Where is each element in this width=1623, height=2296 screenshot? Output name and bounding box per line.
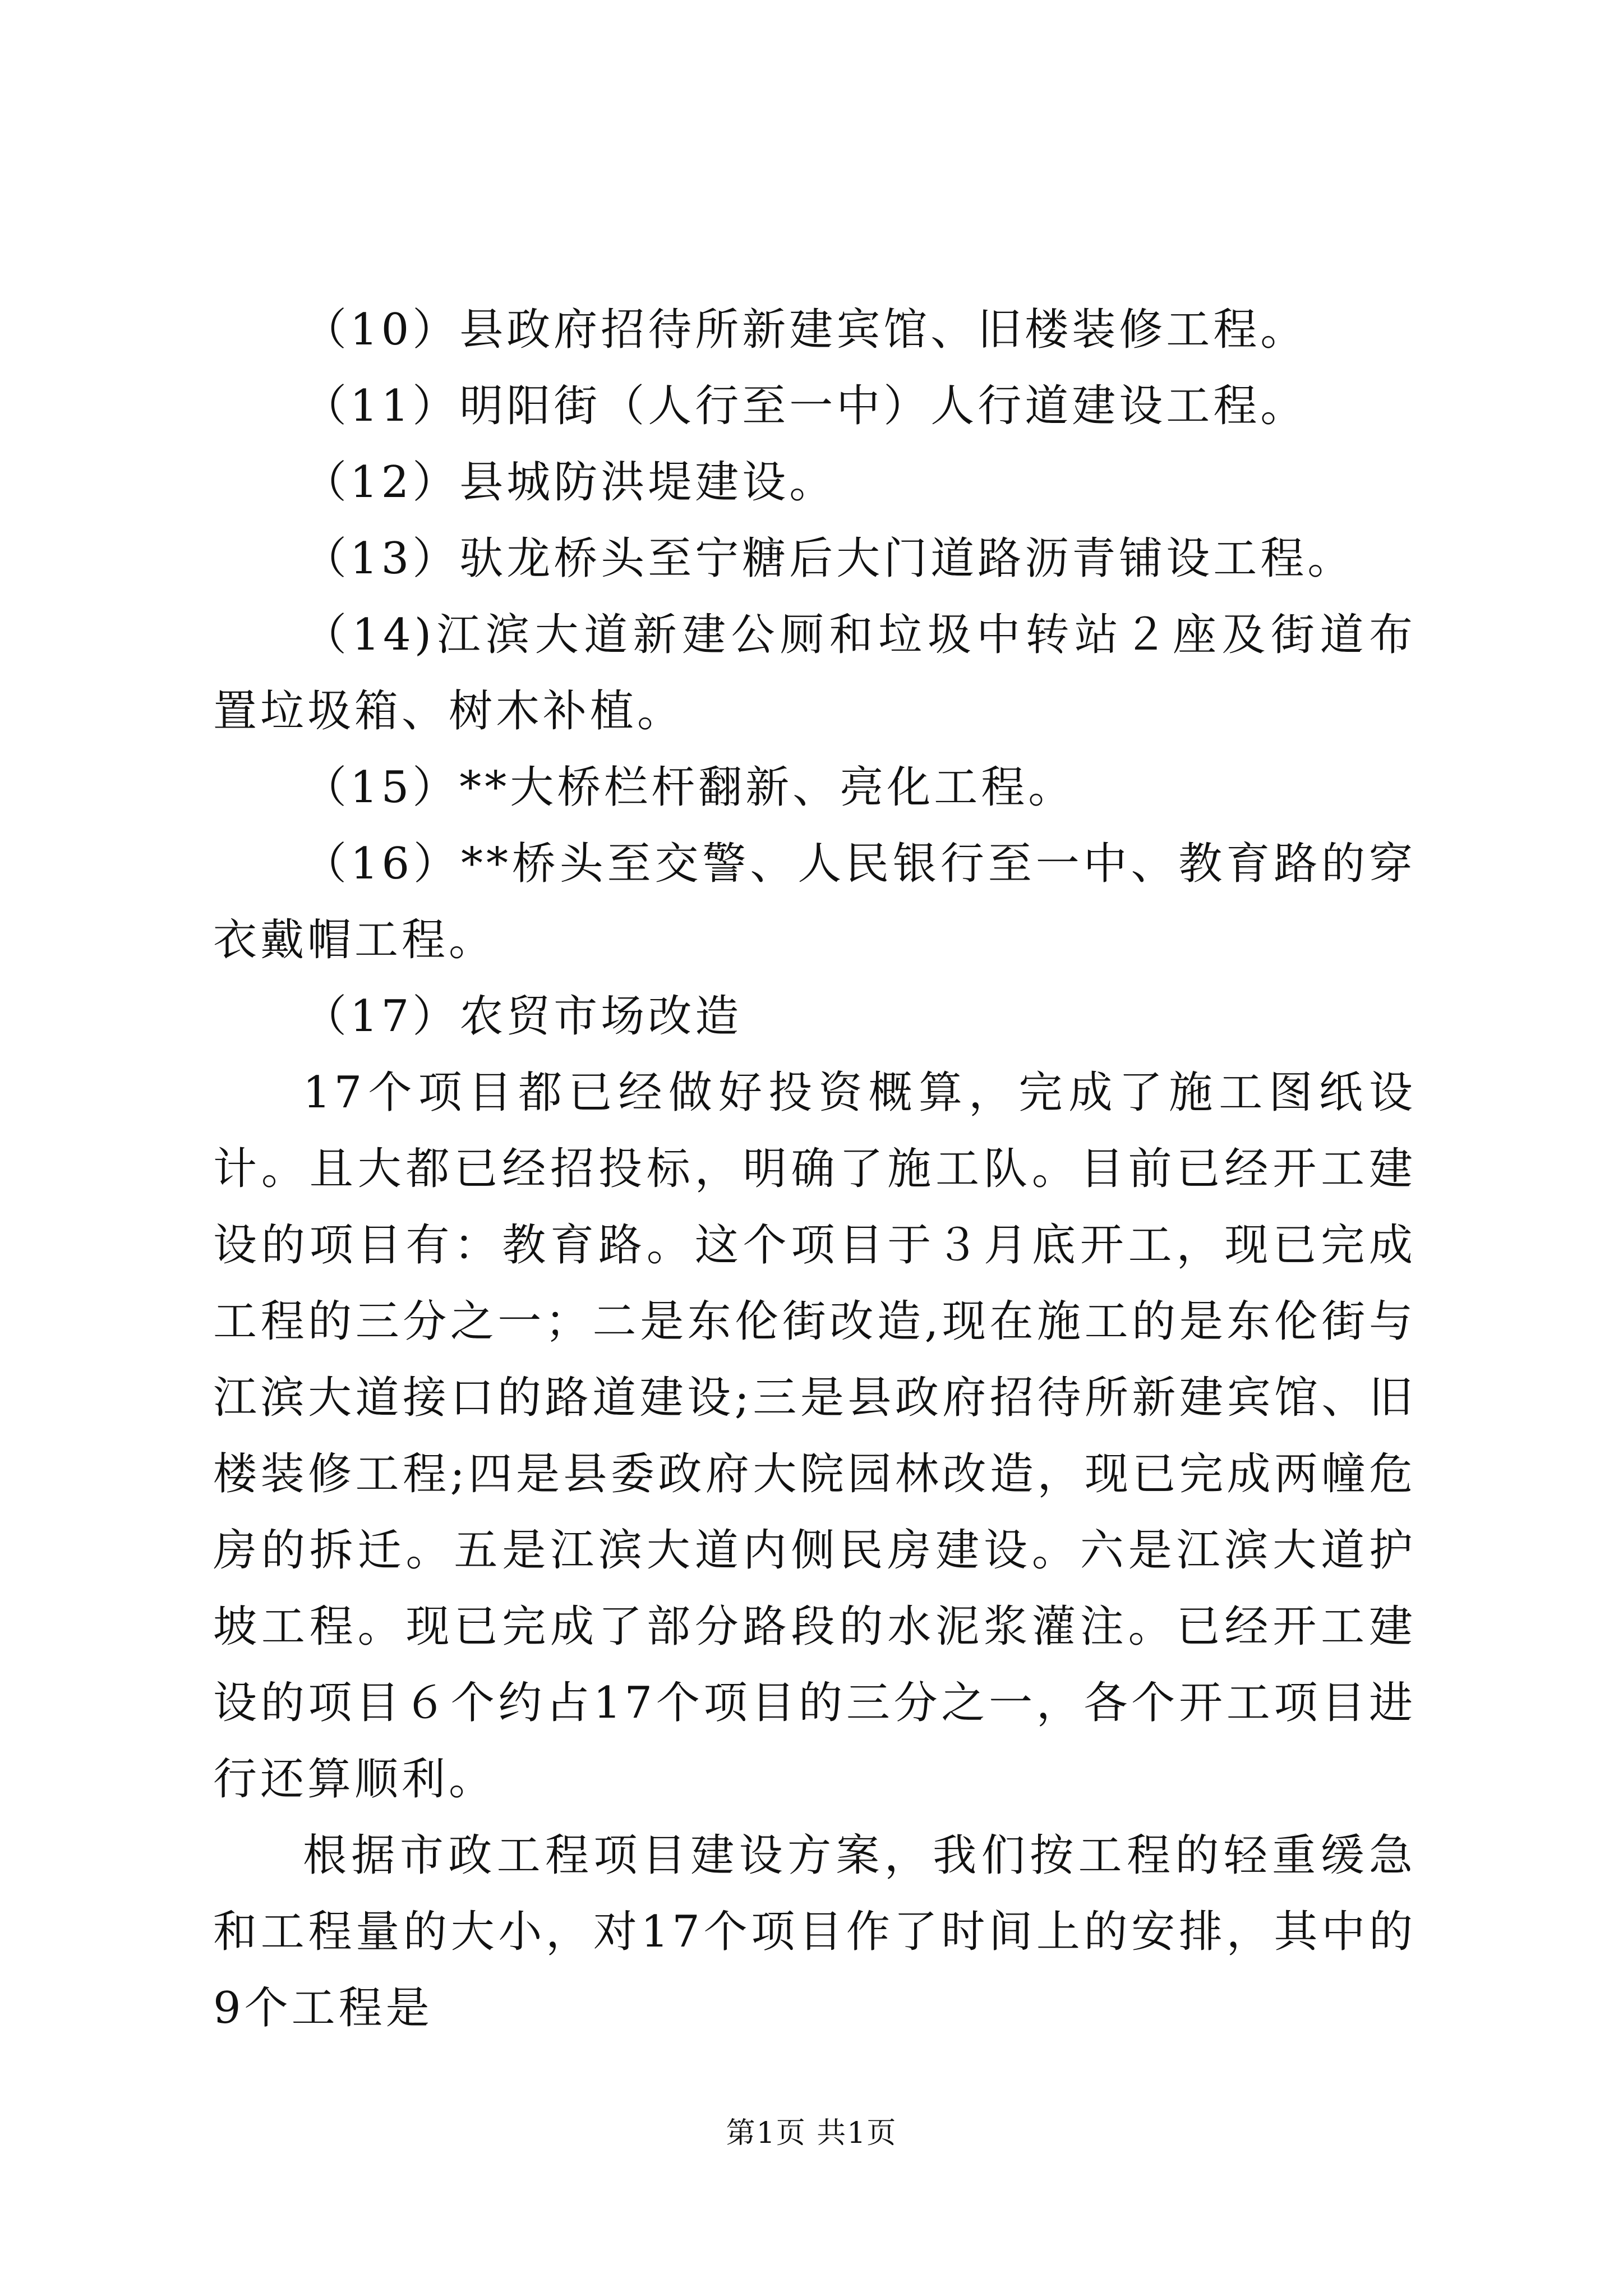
list-item-15: （15）**大桥栏杆翻新、亮化工程。 (303, 762, 1076, 813)
document-body (213, 292, 1416, 2046)
list-item-14: （14)江滨大道新建公厕和垃圾中转站２座及街道布置垃圾箱、树木补植。 (213, 610, 1416, 737)
list-item-12: （12）县城防洪堤建设。 (303, 457, 837, 508)
list-item-13: （13）驮龙桥头至宁糖后大门道路沥青铺设工程。 (303, 533, 1355, 584)
page-number-footer: 第1页 共1页 (726, 2116, 897, 2150)
list-item-17: （17）农贸市场改造 (303, 991, 743, 1042)
paragraph-progress: 17个项目都已经做好投资概算，完成了施工图纸设计。且大都已经招投标，明确了施工队。目前已经开工建设的项目有：教育路。这个项目于３月底开工，现已完成工程的三分之一；二是东伦街改造,现在施工的是东伦街与江滨大道接口的路道建设;三是县政府招待所新建宾馆、旧楼装修工程;四是县委政府大院园林改造，现已完成两幢危房的拆迁。五是江滨大道内侧民房建设。六是江滨大道护坡工程。现已完成了部分路段的水泥浆灌注。已经开工建设的项目６个约占17个项目的三分之一，各个开工项目进行还算顺利。 (213, 1068, 1416, 1805)
list-item-16: （16）**桥头至交警、人民银行至一中、教育路的穿衣戴帽工程。 (213, 839, 1416, 965)
list-item-11: （11）明阳街（人行至一中）人行道建设工程。 (303, 381, 1308, 431)
list-item-10: （10）县政府招待所新建宾馆、旧楼装修工程。 (303, 305, 1308, 355)
paragraph-schedule: 根据市政工程项目建设方案，我们按工程的轻重缓急和工程量的大小，对17个项目作了时间上的安排，其中的9个工程是 (213, 1830, 1416, 2033)
